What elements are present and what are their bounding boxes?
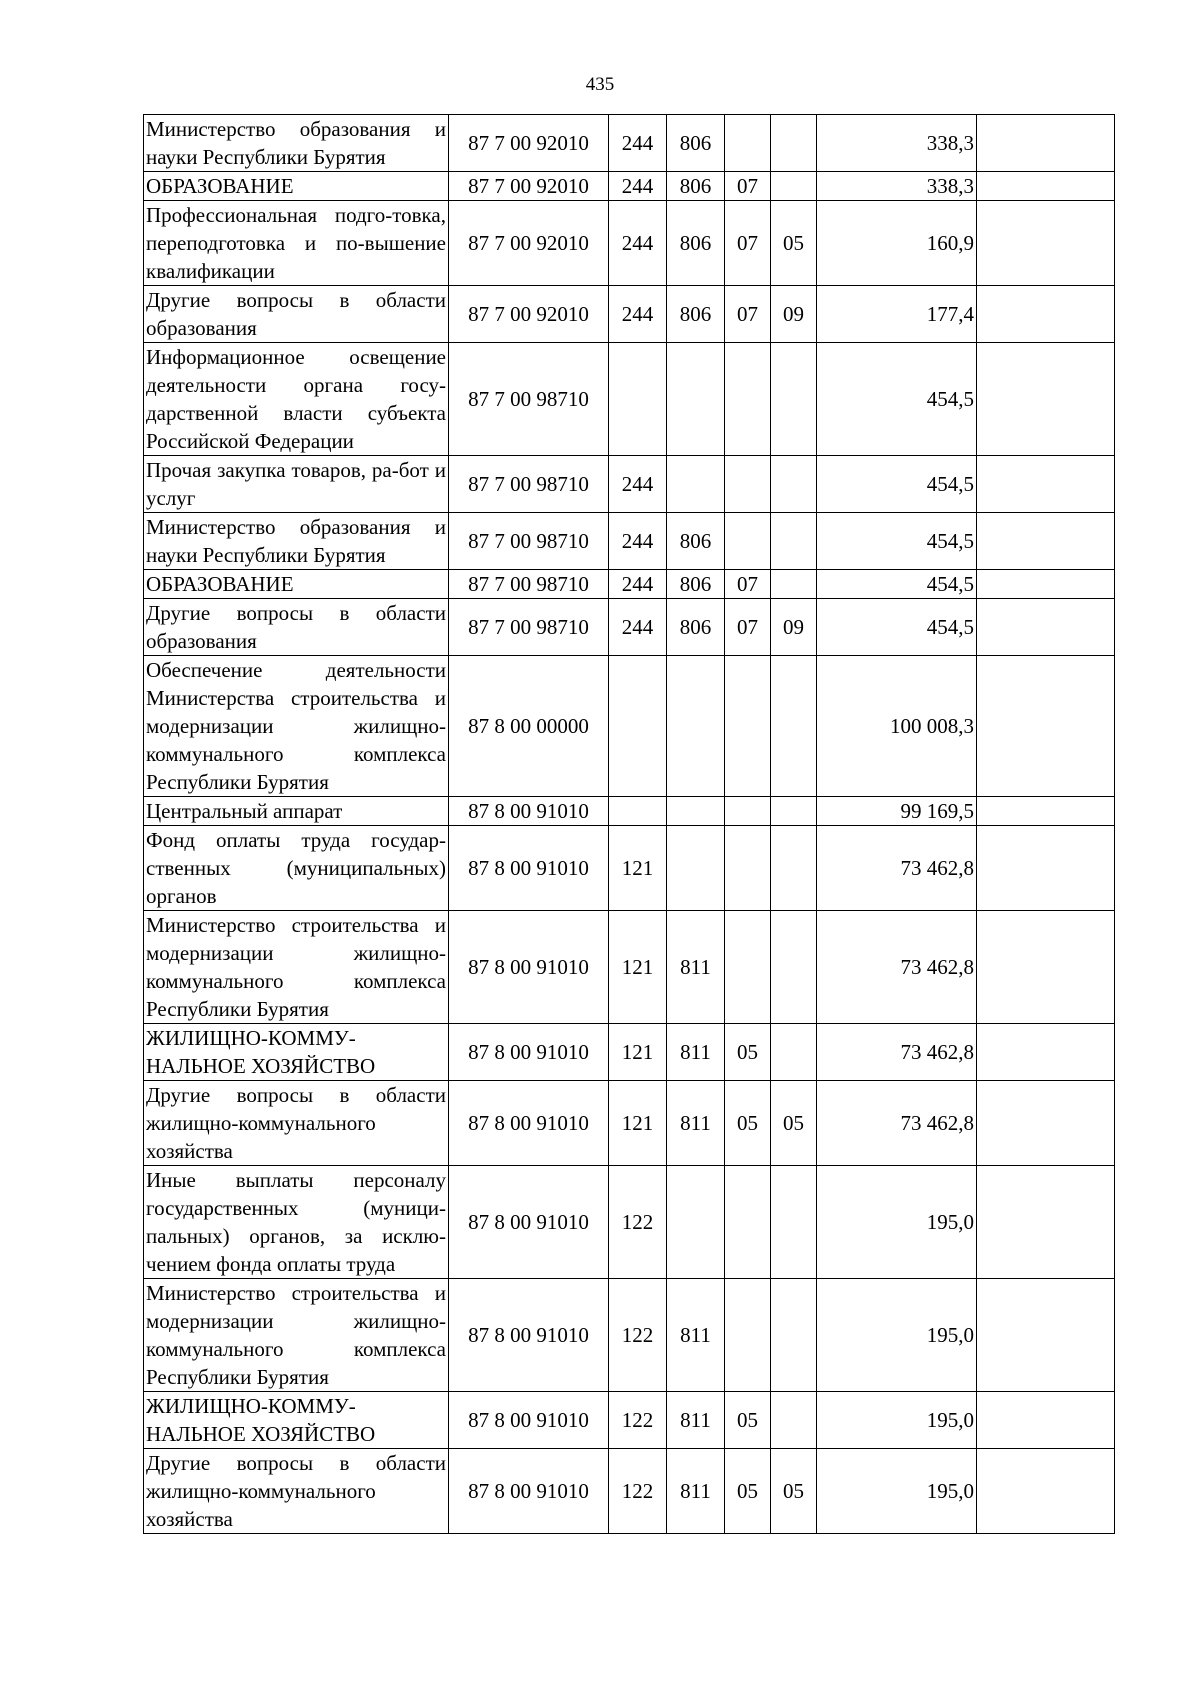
amount-cell: 195,0 (817, 1449, 977, 1534)
administrator-code-cell: 811 (667, 1279, 725, 1392)
subsection-code-cell (771, 456, 817, 513)
section-code-cell (725, 343, 771, 456)
administrator-code-cell: 806 (667, 286, 725, 343)
subsection-code-cell: 09 (771, 599, 817, 656)
empty-cell (977, 115, 1115, 172)
target-code-cell: 87 7 00 98710 (449, 570, 609, 599)
row-name-cell: Центральный аппарат (144, 797, 449, 826)
section-code-cell (725, 456, 771, 513)
section-code-cell: 05 (725, 1081, 771, 1166)
target-code-cell: 87 7 00 98710 (449, 343, 609, 456)
subsection-code-cell: 09 (771, 286, 817, 343)
section-code-cell: 07 (725, 172, 771, 201)
empty-cell (977, 797, 1115, 826)
expense-type-cell: 244 (609, 513, 667, 570)
section-code-cell: 07 (725, 570, 771, 599)
amount-cell: 73 462,8 (817, 1081, 977, 1166)
target-code-cell: 87 8 00 91010 (449, 911, 609, 1024)
expense-type-cell (609, 656, 667, 797)
row-name-cell: ЖИЛИЩНО-КОММУ-НАЛЬНОЕ ХОЗЯЙСТВО (144, 1392, 449, 1449)
subsection-code-cell (771, 513, 817, 570)
amount-cell: 160,9 (817, 201, 977, 286)
amount-cell: 454,5 (817, 513, 977, 570)
amount-cell: 195,0 (817, 1166, 977, 1279)
table-row (144, 172, 1115, 201)
expense-type-cell: 244 (609, 201, 667, 286)
amount-cell: 99 169,5 (817, 797, 977, 826)
empty-cell (977, 201, 1115, 286)
row-name-cell: Другие вопросы в области жилищно-коммунального хозяйства (144, 1449, 449, 1534)
administrator-code-cell: 806 (667, 172, 725, 201)
subsection-code-cell: 05 (771, 1449, 817, 1534)
row-name-cell: Иные выплаты персоналу государственных (муници-пальных) органов, за исклю-чением фонда оплаты труда (144, 1166, 449, 1279)
section-code-cell: 07 (725, 201, 771, 286)
target-code-cell: 87 8 00 91010 (449, 1279, 609, 1392)
table-row (144, 570, 1115, 599)
row-name-cell: ЖИЛИЩНО-КОММУ-НАЛЬНОЕ ХОЗЯЙСТВО (144, 1024, 449, 1081)
expense-type-cell: 244 (609, 286, 667, 343)
table-row (144, 1392, 1115, 1449)
empty-cell (977, 656, 1115, 797)
empty-cell (977, 599, 1115, 656)
amount-cell: 73 462,8 (817, 826, 977, 911)
subsection-code-cell (771, 343, 817, 456)
table-row (144, 1279, 1115, 1392)
administrator-code-cell: 806 (667, 115, 725, 172)
empty-cell (977, 570, 1115, 599)
expense-type-cell: 121 (609, 826, 667, 911)
empty-cell (977, 343, 1115, 456)
administrator-code-cell (667, 656, 725, 797)
empty-cell (977, 1024, 1115, 1081)
administrator-code-cell: 811 (667, 911, 725, 1024)
subsection-code-cell (771, 797, 817, 826)
target-code-cell: 87 8 00 91010 (449, 1024, 609, 1081)
empty-cell (977, 1449, 1115, 1534)
subsection-code-cell (771, 1166, 817, 1279)
target-code-cell: 87 8 00 91010 (449, 1449, 609, 1534)
table-row (144, 456, 1115, 513)
row-name-cell: Министерство образования и науки Республики Бурятия (144, 513, 449, 570)
target-code-cell: 87 7 00 98710 (449, 456, 609, 513)
target-code-cell: 87 8 00 91010 (449, 1081, 609, 1166)
table-row (144, 599, 1115, 656)
expense-type-cell: 122 (609, 1279, 667, 1392)
administrator-code-cell: 806 (667, 599, 725, 656)
section-code-cell (725, 115, 771, 172)
expense-type-cell: 244 (609, 599, 667, 656)
table-row (144, 1166, 1115, 1279)
table-row (144, 1024, 1115, 1081)
administrator-code-cell: 811 (667, 1081, 725, 1166)
budget-table (143, 114, 1115, 1534)
empty-cell (977, 286, 1115, 343)
amount-cell: 177,4 (817, 286, 977, 343)
page-number: 435 (585, 74, 615, 95)
expense-type-cell: 244 (609, 115, 667, 172)
subsection-code-cell: 05 (771, 201, 817, 286)
row-name-cell: Другие вопросы в области жилищно-коммунального хозяйства (144, 1081, 449, 1166)
section-code-cell (725, 656, 771, 797)
amount-cell: 100 008,3 (817, 656, 977, 797)
section-code-cell (725, 911, 771, 1024)
table-row (144, 201, 1115, 286)
empty-cell (977, 513, 1115, 570)
section-code-cell (725, 1279, 771, 1392)
expense-type-cell (609, 343, 667, 456)
section-code-cell: 05 (725, 1024, 771, 1081)
target-code-cell: 87 7 00 98710 (449, 599, 609, 656)
subsection-code-cell (771, 826, 817, 911)
expense-type-cell: 121 (609, 1024, 667, 1081)
empty-cell (977, 1279, 1115, 1392)
amount-cell: 338,3 (817, 115, 977, 172)
target-code-cell: 87 7 00 98710 (449, 513, 609, 570)
administrator-code-cell: 806 (667, 513, 725, 570)
expense-type-cell: 122 (609, 1166, 667, 1279)
administrator-code-cell (667, 826, 725, 911)
row-name-cell: Министерство строительства и модернизации жилищно-коммунального комплекса Республики Бурятия (144, 911, 449, 1024)
target-code-cell: 87 7 00 92010 (449, 286, 609, 343)
target-code-cell: 87 7 00 92010 (449, 115, 609, 172)
administrator-code-cell (667, 1166, 725, 1279)
subsection-code-cell (771, 911, 817, 1024)
subsection-code-cell: 05 (771, 1081, 817, 1166)
expense-type-cell: 244 (609, 456, 667, 513)
row-name-cell: ОБРАЗОВАНИЕ (144, 570, 449, 599)
subsection-code-cell (771, 1279, 817, 1392)
administrator-code-cell (667, 343, 725, 456)
empty-cell (977, 1392, 1115, 1449)
section-code-cell (725, 513, 771, 570)
table-row (144, 797, 1115, 826)
empty-cell (977, 1166, 1115, 1279)
section-code-cell: 07 (725, 599, 771, 656)
administrator-code-cell: 806 (667, 201, 725, 286)
amount-cell: 195,0 (817, 1279, 977, 1392)
expense-type-cell: 244 (609, 172, 667, 201)
administrator-code-cell: 811 (667, 1449, 725, 1534)
amount-cell: 454,5 (817, 599, 977, 656)
target-code-cell: 87 8 00 91010 (449, 826, 609, 911)
section-code-cell: 05 (725, 1392, 771, 1449)
administrator-code-cell: 811 (667, 1392, 725, 1449)
row-name-cell: ОБРАЗОВАНИЕ (144, 172, 449, 201)
row-name-cell: Информационное освещение деятельности органа госу-дарственной власти субъекта Российской Федерации (144, 343, 449, 456)
administrator-code-cell (667, 797, 725, 826)
row-name-cell: Министерство строительства и модернизации жилищно-коммунального комплекса Республики Бурятия (144, 1279, 449, 1392)
subsection-code-cell (771, 1024, 817, 1081)
row-name-cell: Другие вопросы в области образования (144, 286, 449, 343)
table-row (144, 343, 1115, 456)
target-code-cell: 87 8 00 00000 (449, 656, 609, 797)
table-row (144, 115, 1115, 172)
subsection-code-cell (771, 172, 817, 201)
subsection-code-cell (771, 1392, 817, 1449)
target-code-cell: 87 8 00 91010 (449, 797, 609, 826)
subsection-code-cell (771, 656, 817, 797)
amount-cell: 195,0 (817, 1392, 977, 1449)
amount-cell: 73 462,8 (817, 1024, 977, 1081)
table-row (144, 513, 1115, 570)
target-code-cell: 87 7 00 92010 (449, 201, 609, 286)
amount-cell: 338,3 (817, 172, 977, 201)
expense-type-cell: 244 (609, 570, 667, 599)
table-row (144, 826, 1115, 911)
empty-cell (977, 826, 1115, 911)
section-code-cell (725, 797, 771, 826)
amount-cell: 73 462,8 (817, 911, 977, 1024)
expense-type-cell: 121 (609, 911, 667, 1024)
expense-type-cell: 122 (609, 1392, 667, 1449)
empty-cell (977, 911, 1115, 1024)
row-name-cell: Министерство образования и науки Республики Бурятия (144, 115, 449, 172)
amount-cell: 454,5 (817, 570, 977, 599)
section-code-cell (725, 1166, 771, 1279)
expense-type-cell (609, 797, 667, 826)
target-code-cell: 87 7 00 92010 (449, 172, 609, 201)
table-row (144, 1081, 1115, 1166)
row-name-cell: Профессиональная подго-товка, переподготовка и по-вышение квалификации (144, 201, 449, 286)
table-body (144, 115, 1115, 1534)
row-name-cell: Фонд оплаты труда государ-ственных (муниципальных) органов (144, 826, 449, 911)
administrator-code-cell (667, 456, 725, 513)
row-name-cell: Другие вопросы в области образования (144, 599, 449, 656)
section-code-cell (725, 826, 771, 911)
row-name-cell: Прочая закупка товаров, ра-бот и услуг (144, 456, 449, 513)
table-row (144, 1449, 1115, 1534)
expense-type-cell: 121 (609, 1081, 667, 1166)
table-row (144, 656, 1115, 797)
subsection-code-cell (771, 115, 817, 172)
amount-cell: 454,5 (817, 343, 977, 456)
subsection-code-cell (771, 570, 817, 599)
empty-cell (977, 1081, 1115, 1166)
table-row (144, 286, 1115, 343)
administrator-code-cell: 811 (667, 1024, 725, 1081)
administrator-code-cell: 806 (667, 570, 725, 599)
section-code-cell: 07 (725, 286, 771, 343)
target-code-cell: 87 8 00 91010 (449, 1166, 609, 1279)
target-code-cell: 87 8 00 91010 (449, 1392, 609, 1449)
row-name-cell: Обеспечение деятельности Министерства строительства и модернизации жилищно-коммунального комплекса Республики Бурятия (144, 656, 449, 797)
expense-type-cell: 122 (609, 1449, 667, 1534)
section-code-cell: 05 (725, 1449, 771, 1534)
empty-cell (977, 456, 1115, 513)
empty-cell (977, 172, 1115, 201)
amount-cell: 454,5 (817, 456, 977, 513)
table-row (144, 911, 1115, 1024)
